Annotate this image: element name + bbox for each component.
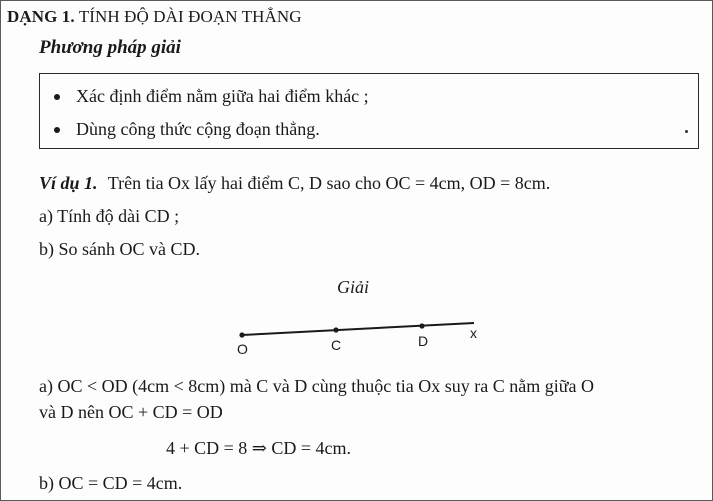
section-heading-title: TÍNH ĐỘ DÀI ĐOẠN THẲNG	[78, 7, 302, 26]
question-b: b) So sánh OC và CD.	[39, 239, 200, 259]
point-d-label: D	[418, 333, 429, 349]
ray-x-label: x	[470, 325, 477, 341]
method-box	[39, 73, 699, 149]
method-item	[54, 86, 369, 107]
stray-dot-icon	[685, 130, 688, 133]
point-d-dot	[419, 323, 424, 328]
answer-a-line2: và D nên OC + CD = OD	[39, 402, 223, 422]
example-label: Ví dụ 1.	[39, 173, 98, 193]
section-heading-label: DẠNG 1.	[7, 7, 75, 26]
example-text: Trên tia Ox lấy hai điểm C, D sao cho OC = 4cm, OD = 8cm.	[107, 173, 551, 193]
ray-figure	[226, 313, 496, 363]
method-title: Phương pháp giải	[39, 37, 181, 58]
bullet-icon	[54, 127, 60, 133]
point-o-label: O	[237, 341, 248, 357]
answer-equation: 4 + CD = 8 ⇒ CD = 4cm.	[166, 438, 352, 458]
point-o-dot	[239, 332, 244, 337]
section-heading	[7, 7, 302, 27]
bullet-icon	[54, 94, 60, 100]
answer-a-line1: a) OC < OD (4cm < 8cm) mà C và D cùng thuộc tia Ox suy ra C nằm giữa O	[39, 376, 594, 396]
method-item	[54, 119, 320, 140]
point-c-dot	[333, 327, 338, 332]
point-c-label: C	[331, 337, 342, 353]
example-statement	[39, 173, 550, 194]
answer-b: b) OC = CD = 4cm.	[39, 473, 183, 493]
ray-line	[242, 323, 474, 335]
question-a: a) Tính độ dài CD ;	[39, 206, 180, 226]
method-item-text: Xác định điểm nằm giữa hai điểm khác ;	[76, 86, 369, 106]
method-item-text: Dùng công thức cộng đoạn thẳng.	[76, 119, 320, 139]
solution-title: Giải	[337, 277, 370, 297]
